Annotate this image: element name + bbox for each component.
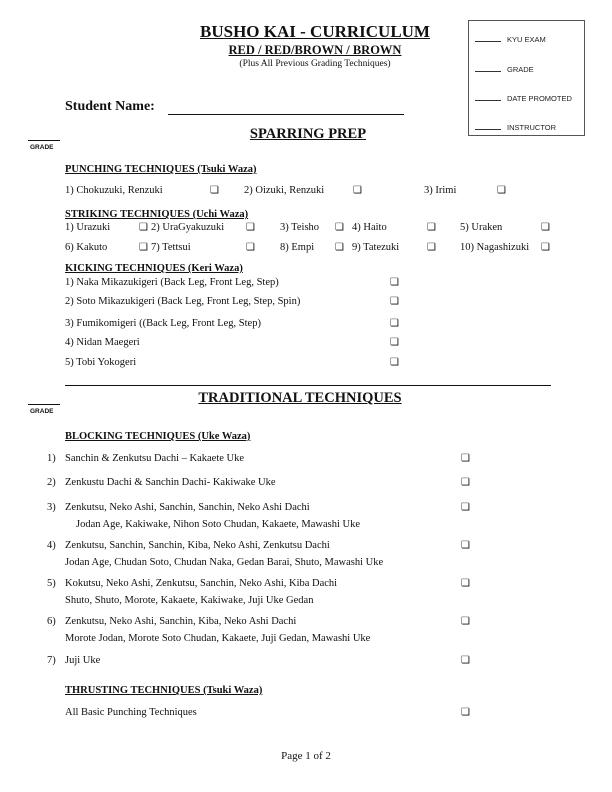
section-divider [65,385,551,386]
block-checkbox-7[interactable]: ❏ [461,655,470,666]
punch-item-1: 1) Chokuzuki, Renzuki [65,185,163,196]
belt-levels: RED / RED/BROWN / BROWN [228,43,402,57]
block-item-5-detail: Shuto, Shuto, Morote, Kakaete, Kakiwake, Juji Uke Gedan [65,595,314,606]
strike-item-4: 4) Haito [352,222,387,233]
block-item-3-detail: Jodan Age, Kakiwake, Nihon Soto Chudan, Kakaete, Mawashi Uke [76,519,361,530]
block-num-7: 7) [47,655,56,666]
kick-item-4: 4) Nidan Maegeri [65,337,140,348]
kyu-date-label: DATE PROMOTED [507,94,572,103]
strike-checkbox-6[interactable]: ❏ [139,242,148,253]
strike-item-8: 8) Empi [280,242,315,253]
block-checkbox-3[interactable]: ❏ [461,502,470,513]
block-item-4-detail: Jodan Age, Chudan Soto, Chudan Naka, Gedan Barai, Shuto, Mawashi Uke [65,557,384,568]
kyu-instructor-row [475,123,556,132]
strike-checkbox-4[interactable]: ❏ [427,222,436,233]
block-num-5: 5) [47,578,56,589]
traditional-title: TRADITIONAL TECHNIQUES [198,390,402,406]
kick-checkbox-3[interactable]: ❏ [390,318,399,329]
strike-checkbox-10[interactable]: ❏ [541,242,550,253]
kick-checkbox-1[interactable]: ❏ [390,277,399,288]
thrusting-heading: THRUSTING TECHNIQUES (Tsuki Waza) [65,685,263,696]
grade-line [28,140,60,141]
kyu-exam-box [468,20,585,136]
kick-checkbox-5[interactable]: ❏ [390,357,399,368]
student-name-field[interactable] [168,114,404,115]
block-checkbox-4[interactable]: ❏ [461,540,470,551]
kyu-instructor-label: INSTRUCTOR [507,123,557,132]
block-num-2: 2) [47,477,56,488]
punch-checkbox-1[interactable]: ❏ [210,185,219,196]
block-checkbox-1[interactable]: ❏ [461,453,470,464]
block-item-4: Zenkutsu, Sanchin, Sanchin, Kiba, Neko Ashi, Zenkutsu Dachi [65,540,330,551]
strike-checkbox-9[interactable]: ❏ [427,242,436,253]
sparring-prep-title: SPARRING PREP [249,126,367,142]
blocking-heading: BLOCKING TECHNIQUES (Uke Waza) [65,431,251,442]
kick-item-5: 5) Tobi Yokogeri [65,357,137,368]
strike-checkbox-5[interactable]: ❏ [541,222,550,233]
block-item-3: Zenkutsu, Neko Ashi, Sanchin, Sanchin, Neko Ashi Dachi [65,502,310,513]
block-item-6: Zenkutsu, Neko Ashi, Sanchin, Kiba, Neko Ashi Dachi [65,616,297,627]
strike-item-6: 6) Kakuto [65,242,108,253]
block-item-7: Juji Uke [65,655,101,666]
kyu-grade-row [475,65,534,74]
kicking-heading: KICKING TECHNIQUES (Keri Waza) [65,263,243,274]
page-number: Page 1 of 2 [281,750,331,762]
block-num-3: 3) [47,502,56,513]
grade-label-2: GRADE [30,408,54,415]
kick-checkbox-2[interactable]: ❏ [390,296,399,307]
block-num-6: 6) [47,616,56,627]
block-item-1: Sanchin & Zenkutsu Dachi – Kakaete Uke [65,453,245,464]
kick-item-3: 3) Fumikomigeri ((Back Leg, Front Leg, Step) [65,318,261,329]
kyu-exam-label: KYU EXAM [507,35,546,44]
strike-item-1: 1) Urazuki [65,222,111,233]
strike-item-7: 7) Tettsui [151,242,191,253]
punch-item-2: 2) Oizuki, Renzuki [244,185,325,196]
block-num-4: 4) [47,540,56,551]
strike-item-5: 5) Uraken [460,222,503,233]
thrust-checkbox-1[interactable]: ❏ [461,707,470,718]
kick-item-1: 1) Naka Mikazukigeri (Back Leg, Front Leg, Step) [65,277,279,288]
strike-checkbox-3[interactable]: ❏ [335,222,344,233]
strike-item-2: 2) UraGyakuzuki [151,222,225,233]
block-item-5: Kokutsu, Neko Ashi, Zenkutsu, Sanchin, Neko Ashi, Kiba Dachi [65,578,338,589]
grade-label: GRADE [30,144,54,151]
page-title: BUSHO KAI - CURRICULUM [200,22,430,41]
block-item-2: Zenkustu Dachi & Sanchin Dachi- Kakiwake Uke [65,477,276,488]
block-num-1: 1) [47,453,56,464]
strike-checkbox-2[interactable]: ❏ [246,222,255,233]
kyu-date-row [475,94,572,103]
strike-item-9: 9) Tatezuki [352,242,400,253]
kick-item-2: 2) Soto Mikazukigeri (Back Leg, Front Leg, Step, Spin) [65,296,301,307]
strike-checkbox-7[interactable]: ❏ [246,242,255,253]
block-checkbox-6[interactable]: ❏ [461,616,470,627]
kyu-grade-label: GRADE [507,65,534,74]
punch-item-3: 3) Irimi [424,185,457,196]
block-checkbox-2[interactable]: ❏ [461,477,470,488]
block-checkbox-5[interactable]: ❏ [461,578,470,589]
punching-heading: PUNCHING TECHNIQUES (Tsuki Waza) [65,164,257,175]
striking-heading: STRIKING TECHNIQUES (Uchi Waza) [65,209,249,220]
punch-checkbox-3[interactable]: ❏ [497,185,506,196]
strike-checkbox-8[interactable]: ❏ [335,242,344,253]
punch-checkbox-2[interactable]: ❏ [353,185,362,196]
previous-techniques-note: (Plus All Previous Grading Techniques) [239,59,391,69]
strike-checkbox-1[interactable]: ❏ [139,222,148,233]
block-item-6-detail: Morote Jodan, Morote Soto Chudan, Kakaete, Juji Gedan, Mawashi Uke [65,633,371,644]
strike-item-10: 10) Nagashizuki [460,242,530,253]
kyu-exam-row [475,35,546,44]
thrust-item-1: All Basic Punching Techniques [65,707,197,718]
student-name-label: Student Name: [65,99,155,114]
kick-checkbox-4[interactable]: ❏ [390,337,399,348]
strike-item-3: 3) Teisho [280,222,320,233]
grade-line-2 [28,404,60,405]
